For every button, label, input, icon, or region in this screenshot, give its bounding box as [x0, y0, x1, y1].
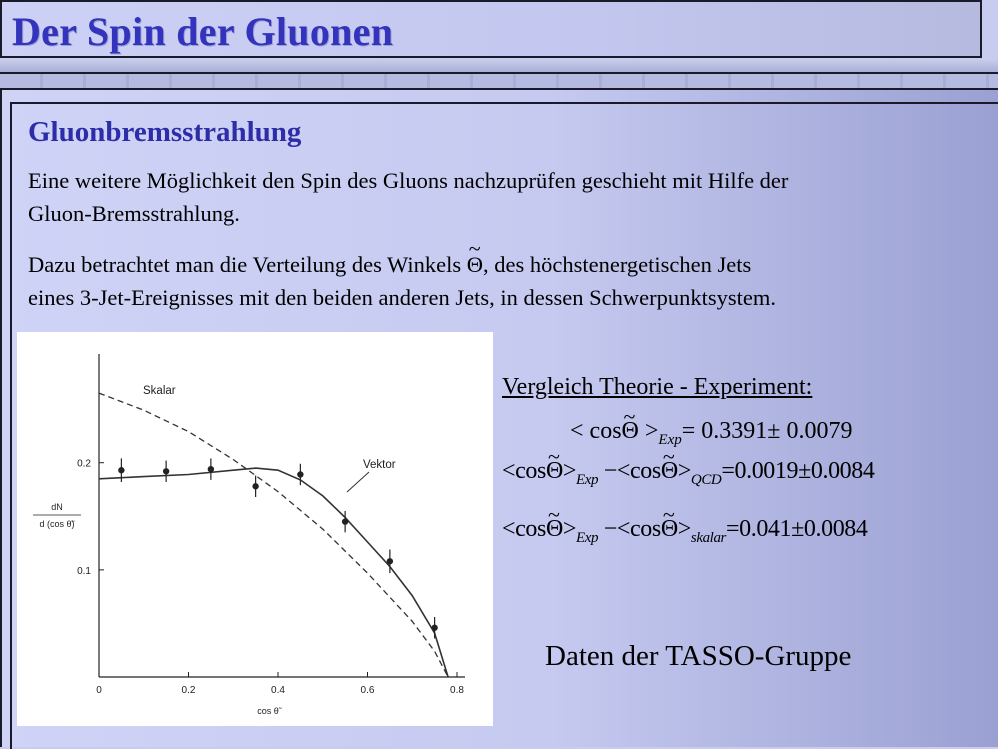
- data-point: [342, 518, 348, 524]
- x-tick-label: 0.8: [450, 685, 464, 696]
- paragraph-angle-line2: eines 3-Jet-Ereignisses mit den beiden anderen Jets, in dessen Schwerpunktsystem.: [28, 285, 776, 310]
- eq3-value: =0.041±0.0084: [726, 516, 868, 542]
- eq3-theta: ~ Θ: [546, 516, 563, 543]
- comparison-title: Vergleich Theorie - Experiment:: [502, 374, 813, 400]
- eq1-rhs: >: [638, 418, 659, 444]
- data-point: [297, 471, 303, 477]
- theta-tilde-symbol: ~ Θ: [467, 248, 483, 281]
- y-tick-label: 0.1: [77, 565, 91, 577]
- eq3-subscript-exp: Exp: [576, 530, 599, 546]
- equation-exp-mean: [570, 418, 852, 449]
- x-tick-label: 0.6: [360, 685, 375, 696]
- page-title: Der Spin der Gluonen: [12, 9, 394, 54]
- eq2-theta2: ~ Θ: [661, 458, 678, 485]
- series-skalar-curve: [99, 393, 448, 677]
- data-source-note: Daten der TASSO-Gruppe: [545, 640, 852, 672]
- eq2-value: =0.0019±0.0084: [721, 458, 875, 484]
- eq2-minus: −<cos: [598, 458, 661, 484]
- x-axis-label: cos θ̃: [257, 706, 279, 716]
- vektor-label-pointer: [347, 472, 369, 492]
- title-bar: [0, 0, 982, 58]
- paragraph-angle-line1b: , des höchstenergetischen Jets: [483, 252, 752, 277]
- paragraph-angle-line1a: Dazu betrachtet man die Verteilung des Winkels: [28, 252, 462, 277]
- eq2-subscript-exp: Exp: [576, 472, 599, 488]
- eq1-subscript: Exp: [658, 432, 682, 448]
- decorative-divider: [0, 72, 998, 88]
- eq3-c: >: [677, 516, 691, 542]
- eq2-theta: ~ Θ: [546, 458, 563, 485]
- series-vektor-curve: [99, 468, 448, 677]
- y-axis-label-numerator: dN: [51, 502, 63, 512]
- y-axis-label-denominator: d (cos θ̃): [39, 519, 75, 529]
- paragraph-intro: [28, 164, 788, 230]
- eq3-minus: −<cos: [598, 516, 661, 542]
- paragraph-intro-line2: Gluon-Bremsstrahlung.: [28, 201, 240, 226]
- section-heading: Gluonbremsstrahlung: [28, 116, 302, 148]
- eq2-subscript-qcd: QCD: [690, 472, 722, 488]
- eq3-theta2: ~ Θ: [661, 516, 678, 543]
- x-tick-label: 0: [96, 685, 102, 696]
- eq2-a: <cos: [502, 458, 546, 484]
- angular-distribution-chart: [17, 332, 493, 726]
- paragraph-angle: [28, 248, 776, 314]
- series-vektor-label: Vektor: [363, 459, 396, 471]
- eq1-lhs: < cos: [570, 418, 622, 444]
- eq2-c: >: [677, 458, 691, 484]
- data-point: [252, 483, 258, 489]
- y-tick-label: 0.2: [77, 458, 91, 470]
- x-tick-label: 0.4: [271, 685, 285, 696]
- data-point: [208, 466, 214, 472]
- data-point: [163, 468, 169, 474]
- data-point: [387, 558, 393, 564]
- eq3-subscript-scalar: skalar: [690, 530, 726, 546]
- eq1-value: = 0.3391± 0.0079: [681, 418, 853, 444]
- eq1-theta: ~ Θ: [622, 418, 639, 445]
- paragraph-intro-line1: Eine weitere Möglichkeit den Spin des Gluons nachzuprüfen geschieht mit Hilfe der: [28, 168, 789, 193]
- series-skalar-label: Skalar: [143, 385, 176, 397]
- angular-distribution-figure: [17, 332, 493, 726]
- eq3-a: <cos: [502, 516, 546, 542]
- eq3-b: >: [562, 516, 577, 542]
- eq2-b: >: [562, 458, 577, 484]
- data-point: [118, 467, 124, 473]
- equation-exp-minus-qcd: [502, 458, 874, 489]
- equation-exp-minus-scalar: [502, 516, 868, 547]
- data-point: [431, 625, 437, 631]
- x-tick-label: 0.2: [181, 685, 196, 696]
